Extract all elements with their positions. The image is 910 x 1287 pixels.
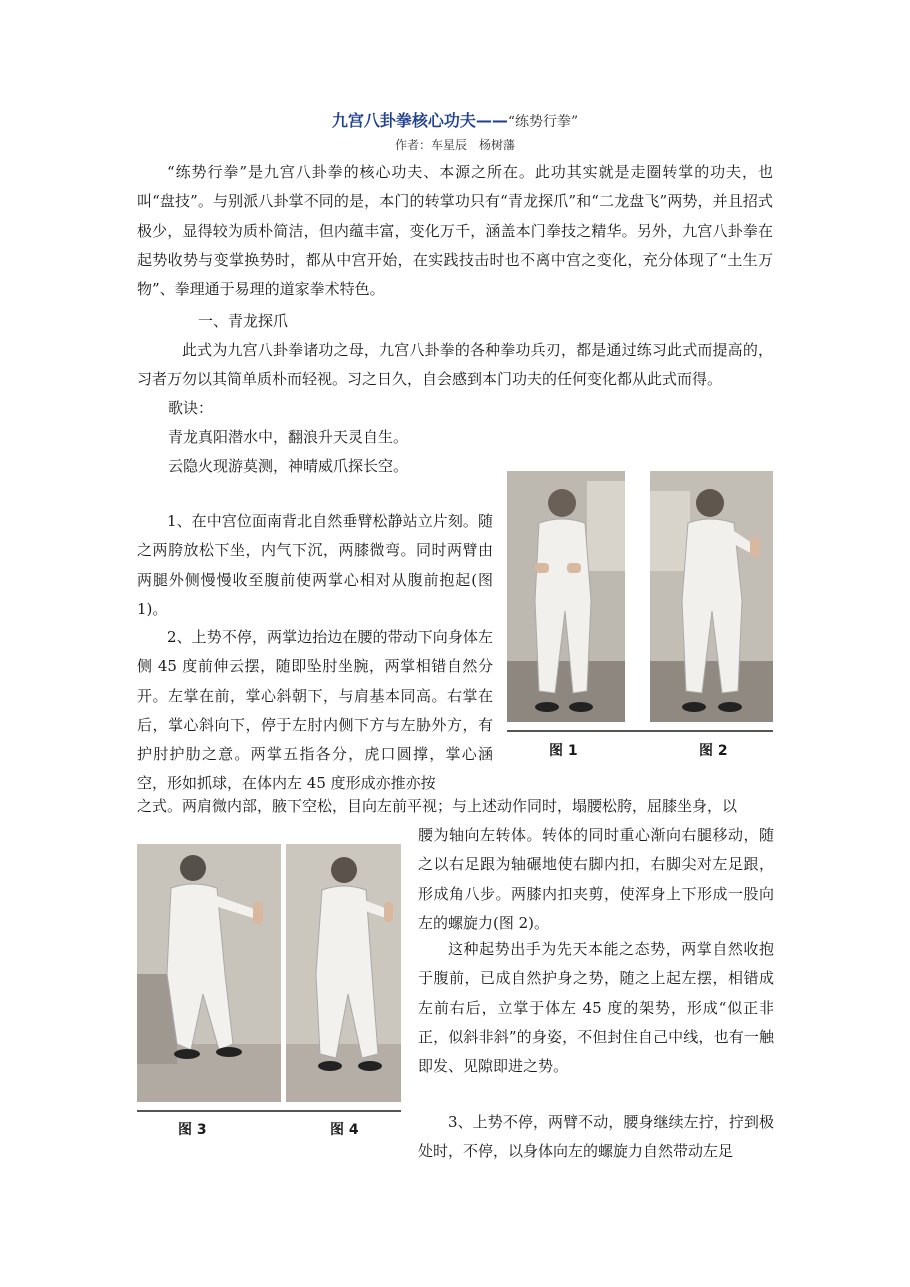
explain-paragraph: 这种起势出手为先天本能之态势，两掌自然收抱于腹前，已成自然护身之势，随之上起左摆，相错成左前右后，立掌于体左 45 度的架势，形成“似正非正，似斜非斜”的身姿，不但封住自己中线，也有一触即发、见隙即进之势。 (418, 940, 774, 1076)
figure-2-photo (650, 471, 773, 722)
figure-3-photo (137, 844, 281, 1102)
step-2-part-b: 之式。两肩微内部，腋下空松，目向左前平视；与上述动作同时，塌腰松胯，屈膝坐身，以 (137, 797, 738, 815)
figure-4-photo (286, 844, 401, 1102)
song-line-2: 云隐火现游莫测，神晴威爪探长空。 (168, 457, 409, 475)
step-2-part-c: 腰为轴向左转体。转体的同时重心渐向右腿移动，随之以右足跟为轴碾地使右脚内扣，右脚尖对左足跟，形成角八步。两膝内扣夹剪，使浑身上下形成一股向左的螺旋力(图 2)。 (418, 826, 774, 932)
figure-rule-top (507, 730, 773, 732)
title-sub: “练势行拳” (507, 114, 579, 130)
figure-4-caption: 图 4 (330, 1122, 359, 1138)
paragraph-1: 此式为九宫八卦拳诸功之母，九宫八卦拳的各种拳功兵刃，都是通过练习此式而提高的，习者万勿以其简单质朴而轻视。习之日久，自会感到本门功夫的任何变化都从此式而得。 (137, 341, 773, 389)
page-title (0, 110, 910, 133)
song-label: 歌诀： (168, 399, 214, 417)
figure-1-photo (507, 471, 625, 722)
figure-2-caption: 图 2 (699, 743, 728, 759)
figure-rule-bottom (137, 1110, 401, 1112)
intro-paragraph: “练势行拳”是九宫八卦拳的核心功夫、本源之所在。此功其实就是走圈转掌的功夫，也叫“盘技”。与别派八卦掌不同的是，本门的转掌功只有“青龙探爪”和“二龙盘飞”两势，并且招式极少，显得较为质朴简洁，但内蕴丰富，变化万千，涵盖本门拳技之精华。另外，九宫八卦拳在起势收势与变掌换势时，都从中宫开始，在实践技击时也不离中宫之变化，充分体现了“土生万物”、拳理通于易理的道家拳术特色。 (137, 163, 773, 299)
step-2-part-a: 2、上势不停，两掌边抬边在腰的带动下向身体左侧 45 度前伸云摆，随即坠肘坐腕，两掌相错自然分开。左掌在前，掌心斜朝下，与肩基本同高。右掌在后，掌心斜向下，停于左肘内侧下方与左胁外方，有护肘护肋之意。两掌五指各分，虎口圆撑，掌心涵空，形如抓球，在体内左 45 度形成亦推亦按 (137, 628, 493, 793)
author-line: 作者：车星辰 杨树藩 (394, 138, 515, 152)
step-3: 3、上势不停，两臂不动，腰身继续左拧，拧到极处时，不停，以身体向左的螺旋力自然带动左足 (418, 1113, 774, 1161)
figure-3-caption: 图 3 (178, 1122, 207, 1138)
song-line-1: 青龙真阳潜水中，翻浪升天灵自生。 (168, 428, 409, 446)
section-heading: 一、青龙探爪 (198, 312, 289, 330)
figure-1-caption: 图 1 (549, 743, 578, 759)
step-1: 1、在中宫位面南背北自然垂臂松静站立片刻。随之两胯放松下坐，内气下沉，两膝微弯。同时两臂由两腿外侧慢慢收至腹前使两掌心相对从腹前抱起(图 1)。 (137, 512, 493, 618)
title-main: 九宫八卦拳核心功夫—— (331, 111, 508, 130)
